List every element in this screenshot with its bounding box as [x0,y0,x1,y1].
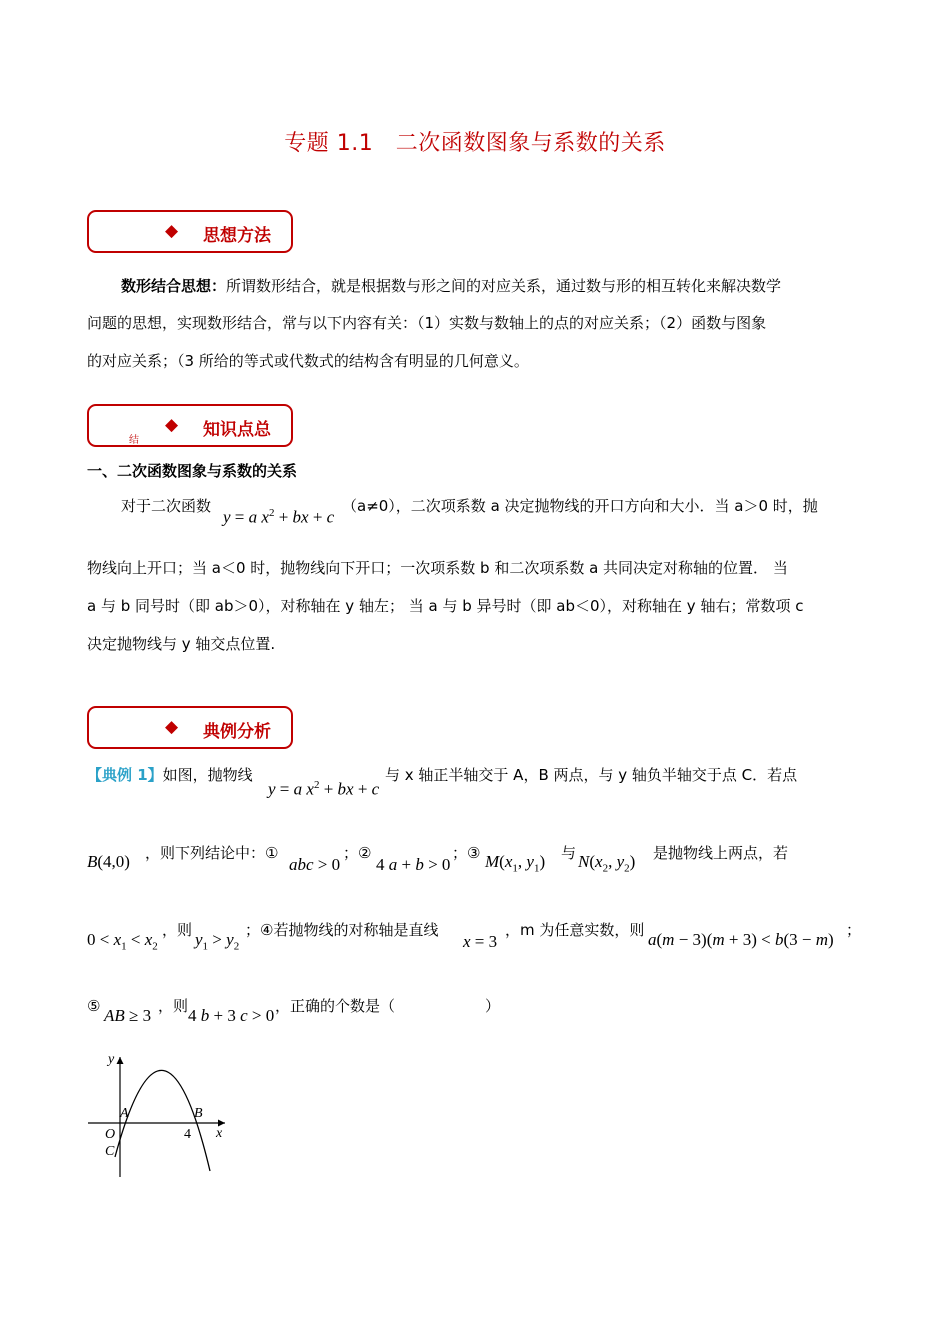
x-label: x [216,1126,223,1141]
close-paren: ） [485,997,501,1015]
knowledge-line-2: 物线向上开口；当 a＜0 时，抛物线向下开口；一次项系数 b 和二次项系数 a 共同决定对称轴的位置． 当 [87,559,788,577]
label-fragment: 结 [129,435,139,446]
axis-equation: x = 3 [463,932,498,951]
section-label: 思想方法 [203,226,271,246]
example-tag: 【典例 1】 [87,766,163,784]
point-c-label: C [105,1144,115,1159]
example-line-1-a: 【典例 1】如图，抛物线 [87,766,253,784]
word-ze-2: ，则 [158,997,189,1015]
example-line-3-c: ，m 为任意实数，则 [505,921,645,939]
section-header-method [87,210,293,253]
word-ze: ，则 [162,921,193,939]
example-line-2-b: 是抛物线上两点，若 [653,844,789,862]
example-formula: y = a $x^2$ + bx + c [268,779,380,799]
parabola-figure [80,1045,240,1180]
section-header-example [87,706,293,749]
method-line-1: 数形结合思想：所谓数形结合，就是根据数与形之间的对应关系，通过数与形的相互转化来解决数学 [121,277,782,295]
knowledge-p1-a: 对于二次函数 [121,497,212,515]
method-line-2: 问题的思想，实现数形结合，常与以下内容有关：（1）实数与数轴上的点的对应关系；（2）函数与图象 [87,314,767,332]
diamond-icon: ◆ [165,221,179,241]
conclusion-1: abc > 0 [289,855,341,874]
point-a-label: A [120,1106,129,1121]
knowledge-line-3: a 与 b 同号时（即 ab＞0），对称轴在 y 轴左； 当 a 与 b 异号时（即 ab＜0），对称轴在 y 轴右；常数项 c [87,597,804,615]
page-title: 专题 1.1 二次函数图象与系数的关系 [284,131,666,156]
word-yu: 与 [561,844,577,862]
diamond-icon: ◆ [165,415,179,435]
section-label: 典例分析 [203,722,271,742]
inequality-x: $0 < x_1 < x_2$ [87,930,158,953]
point-n: $N(x_2$, $y_2$) [578,852,636,875]
knowledge-heading: 一、二次函数图象与系数的关系 [87,462,298,480]
inequality-y: $y_1 > y_2$ [195,930,240,953]
y-label: y [108,1052,115,1067]
diamond-icon: ◆ [165,717,179,737]
sep-4: ； [846,921,862,939]
point-b: B(4,0) [87,852,130,871]
example-line-4-b: ，正确的个数是（ [275,997,396,1015]
quadratic-formula: y = a $x^2$ + bx + c [223,507,335,527]
method-line-3: 的对应关系；（3 所给的等式或代数式的结构含有明显的几何意义。 [87,352,529,370]
sep-2: ；② [343,844,372,862]
tick-four-label: 4 [184,1127,191,1142]
origin-label: O [105,1127,116,1142]
point-m: $M(x_1$, $y_1$) [485,852,546,875]
conclusion-2: 4 a + b > 0 [376,855,451,874]
example-line-1-b: 与 x 轴正半轴交于 A，B 两点，与 y 轴负半轴交于点 C．若点 [385,766,798,784]
section-header-knowledge [87,404,293,447]
sep-3: ；③ [452,844,481,862]
section-label: 知识点总 [203,420,271,440]
circle-5: ⑤ [87,997,101,1015]
conclusion-4: a(m − 3)(m + 3) < b(3 − m) [648,930,834,949]
conclusion-5: 4 b + 3 c > 0 [188,1006,275,1025]
conclusion-5-condition: AB ≥ 3 [104,1006,152,1025]
knowledge-p1-b: （a≠0），二次项系数 a 决定抛物线的开口方向和大小．当 a＞0 时，抛 [342,497,818,515]
knowledge-line-4: 决定抛物线与 y 轴交点位置. [87,635,276,653]
example-line-2-a: ，则下列结论中：① [145,844,279,862]
point-b-label: B [194,1106,203,1121]
example-line-3-b: ；④若抛物线的对称轴是直线 [245,921,439,939]
